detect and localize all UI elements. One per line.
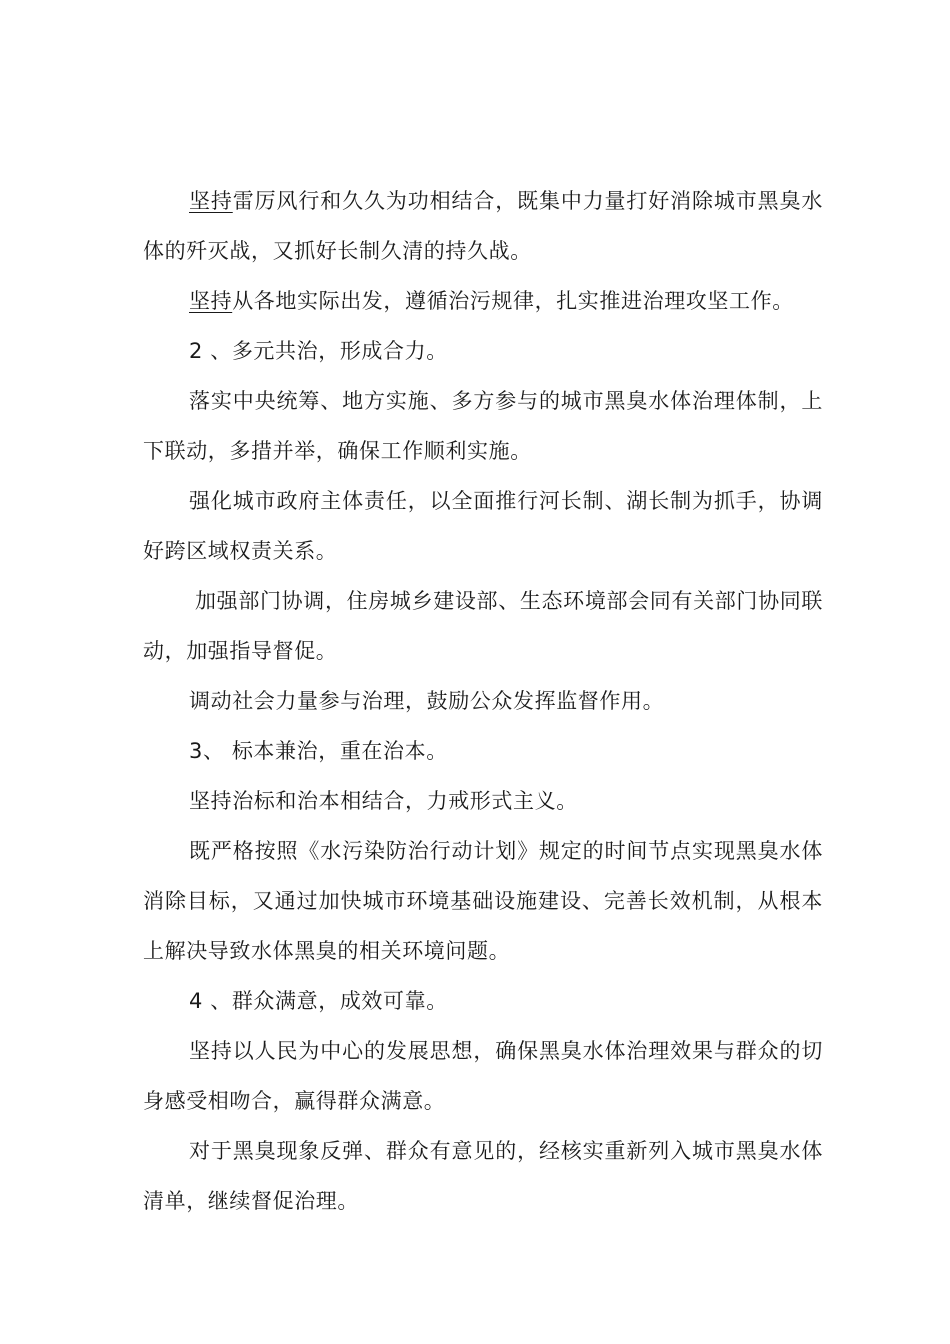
paragraph-9: 坚持以人民为中心的发展思想，确保黑臭水体治理效果与群众的切身感受相吻合，赢得群众满意。 xyxy=(143,1039,823,1113)
paragraph-text: 雷厉风行和久久为功相结合，既集中力量打好消除城市黑臭水体的歼灭战，又抓好长制久清的持久战。 xyxy=(143,189,823,263)
paragraph-3: 落实中央统筹、地方实施、多方参与的城市黑臭水体治理体制，上下联动，多措并举，确保工作顺利实施。 xyxy=(143,389,823,463)
section-heading-4: 4 、群众满意，成效可靠。 xyxy=(189,989,448,1013)
paragraph-4: 强化城市政府主体责任，以全面推行河长制、湖长制为抓手，协调好跨区域权责关系。 xyxy=(143,489,823,563)
section-heading-2: 2 、多元共治，形成合力。 xyxy=(189,339,448,363)
paragraph-8: 既严格按照《水污染防治行动计划》规定的时间节点实现黑臭水体消除目标，又通过加快城市环境基础设施建设、完善长效机制，从根本上解决导致水体黑臭的相关环境问题。 xyxy=(143,839,823,963)
underlined-keyword: 坚持 xyxy=(189,289,233,313)
paragraph-7: 坚持治标和治本相结合，力戒形式主义。 xyxy=(189,789,578,813)
paragraph-text: 从各地实际出发，遵循治污规律，扎实推进治理攻坚工作。 xyxy=(232,289,794,313)
paragraph-5: 加强部门协调，住房城乡建设部、生态环境部会同有关部门协同联动，加强指导督促。 xyxy=(143,589,823,663)
paragraph-2 xyxy=(143,276,823,326)
document-body xyxy=(143,176,823,1226)
section-heading-3: 3、 标本兼治，重在治本。 xyxy=(189,739,448,763)
paragraph-1 xyxy=(143,176,823,276)
paragraph-10: 对于黑臭现象反弹、群众有意见的，经核实重新列入城市黑臭水体清单，继续督促治理。 xyxy=(143,1139,823,1213)
underlined-keyword: 坚持 xyxy=(189,189,233,213)
paragraph-6: 调动社会力量参与治理，鼓励公众发挥监督作用。 xyxy=(189,689,665,713)
